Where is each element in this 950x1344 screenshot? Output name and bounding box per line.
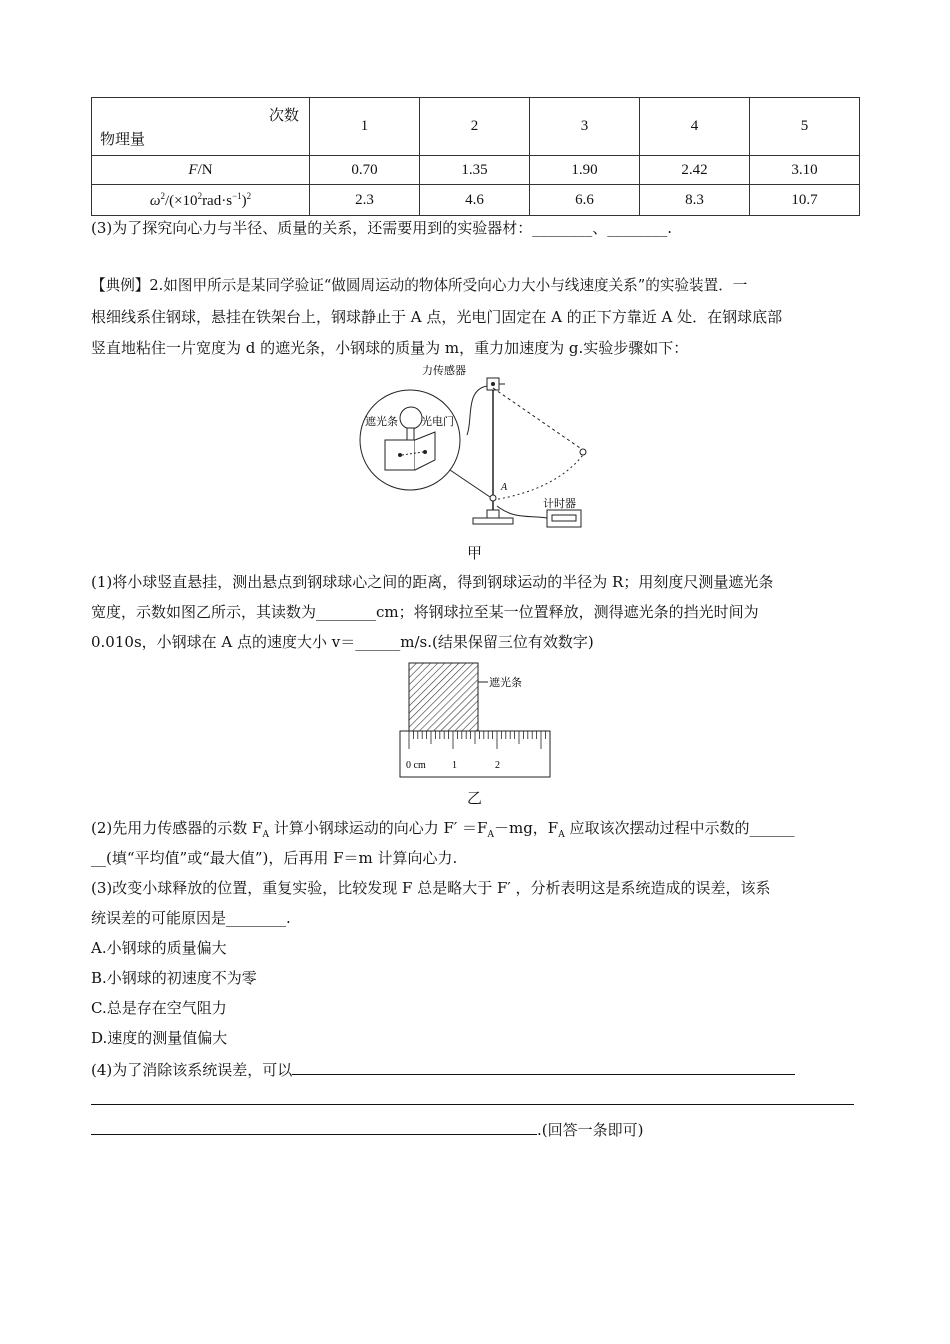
- point-a-label: A: [501, 482, 508, 493]
- row-label-force: F/N: [92, 156, 310, 185]
- figure-caption-yi: 乙: [467, 789, 483, 807]
- q1-line-2: 宽度，示数如图乙所示，其读数为________cm；将钢球拉至某一位置释放，测得遮光条的挡光时间为: [91, 603, 759, 621]
- shade-strip: [409, 663, 478, 731]
- table-cell: 6.6: [530, 185, 640, 216]
- stand-base: [473, 518, 513, 524]
- strip-label: 遮光条: [489, 676, 522, 689]
- answer-blank: [292, 1060, 795, 1075]
- q4-line-3: .(回答一条即可): [91, 1120, 643, 1140]
- table-row-force: [92, 156, 860, 185]
- tick-label-0: 0 cm: [406, 760, 426, 771]
- q4-line-1: (4)为了消除该系统误差，可以: [91, 1060, 795, 1080]
- data-table: [91, 97, 860, 216]
- option-d: D.速度的测量值偏大: [91, 1029, 228, 1047]
- apparatus-figure: [355, 360, 605, 535]
- corner-top-label: 次数: [268, 108, 299, 124]
- table-header-row: [92, 98, 860, 156]
- answer-line: [91, 1104, 854, 1105]
- col-header: 5: [750, 98, 860, 156]
- timer-label: 计时器: [543, 497, 576, 510]
- figure-caption-jia: 甲: [467, 544, 483, 562]
- force-sensor-label: 力传感器: [422, 364, 466, 377]
- q2-line-1: (2)先用力传感器的示数 $F_A$ 计算小钢球运动的向心力 $F' =F_A-mg$，$F_A$ 应取该次摆动过程中示数的______: [91, 819, 795, 840]
- table-cell: 8.3: [640, 185, 750, 216]
- option-a: A.小钢球的质量偏大: [91, 939, 227, 957]
- table-cell: 10.7: [750, 185, 860, 216]
- col-header: 1: [310, 98, 420, 156]
- col-header: 2: [420, 98, 530, 156]
- table-cell: 2.42: [640, 156, 750, 185]
- example-line-1: 【典例】2.如图甲所示是某同学验证“做圆周运动的物体所受向心力大小与线速度关系”的实验装置．一: [91, 277, 748, 294]
- tick-label-2: 2: [495, 760, 500, 771]
- table-cell: 2.3: [310, 185, 420, 216]
- table-cell: 1.90: [530, 156, 640, 185]
- row-label-omega: $\omega^2/(\times 10^2rad\cdot s^{-1})^2$: [92, 185, 310, 216]
- ruler-figure: [398, 660, 553, 780]
- table-row-omega: [92, 185, 860, 216]
- option-b: B.小钢球的初速度不为零: [91, 969, 257, 987]
- table-cell: 3.10: [750, 156, 860, 185]
- option-c: C.总是存在空气阻力: [91, 999, 227, 1017]
- q3-line-2: 统误差的可能原因是________.: [91, 909, 291, 927]
- photogate-label: 光电门: [421, 415, 454, 428]
- q3-line-1: (3)改变小球释放的位置，重复实验，比较发现 F 总是略大于 F′ ，分析表明这是系统造成的误差，该系: [91, 879, 771, 897]
- q1-line-1: (1)将小球竖直悬挂，测出悬点到钢球球心之间的距离，得到钢球运动的半径为 R；用刻度尺测量遮光条: [91, 573, 774, 591]
- table-cell: 4.6: [420, 185, 530, 216]
- corner-bottom-label: 物理量: [100, 132, 146, 148]
- example-line-3: 竖直地粘住一片宽度为 d 的遮光条，小钢球的质量为 m，重力加速度为 g.实验步骤如下：: [91, 339, 689, 357]
- q1-line-3: 0.010s，小钢球在 A 点的速度大小 v＝______m/s.(结果保留三位有效数字): [91, 633, 594, 651]
- q2-line-2: __(填“平均值”或“最大值”)，后再用 F＝m 计算向心力.: [91, 849, 458, 867]
- shade-strip-label: 遮光条: [365, 415, 398, 428]
- table-corner-cell: [92, 98, 310, 156]
- tick-label-1: 1: [452, 760, 457, 771]
- table-cell: 1.35: [420, 156, 530, 185]
- answer-blank: [91, 1120, 537, 1135]
- question-3a: (3)为了探究向心力与半径、质量的关系，还需要用到的实验器材：________、________.: [91, 219, 673, 237]
- table-cell: 0.70: [310, 156, 420, 185]
- example-line-2: 根细线系住钢球，悬挂在铁架台上，钢球静止于 A 点，光电门固定在 A 的正下方靠近 A 处．在钢球底部: [91, 308, 783, 326]
- col-header: 3: [530, 98, 640, 156]
- col-header: 4: [640, 98, 750, 156]
